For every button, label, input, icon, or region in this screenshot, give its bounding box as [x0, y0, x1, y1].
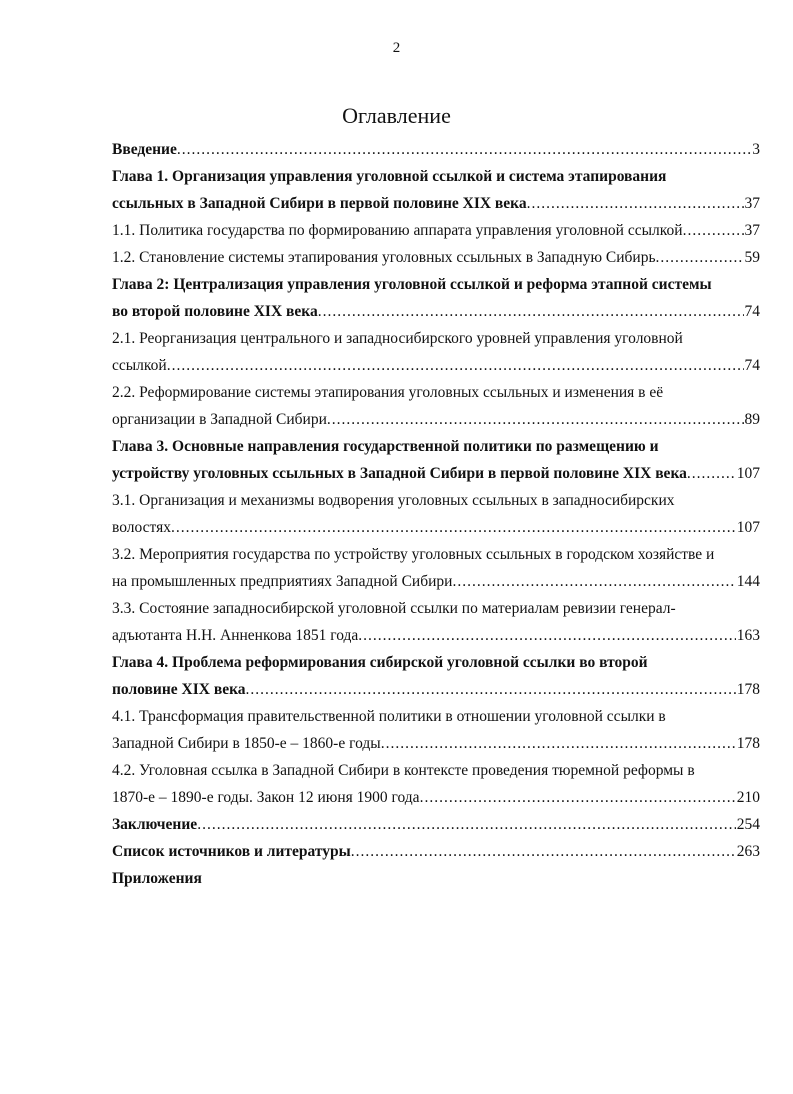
toc-page-number: 210	[736, 789, 760, 806]
toc-entry[interactable]	[112, 703, 760, 730]
toc-entry-text: ссыльных в Западной Сибири в первой половине XIX века	[112, 195, 527, 212]
toc-page-number: 107	[736, 519, 760, 536]
toc-page-number: 37	[744, 195, 760, 212]
toc-entry-text: организации в Западной Сибири	[112, 411, 327, 428]
toc-page-number: 254	[736, 816, 760, 833]
toc-entry[interactable]	[112, 379, 760, 406]
toc-entry-text: во второй половине XIX века	[112, 303, 318, 320]
toc-page-number: 263	[736, 843, 760, 860]
toc-entry[interactable]	[112, 352, 760, 379]
toc-entry-text: Заключение	[112, 816, 198, 833]
toc-entry[interactable]	[112, 811, 760, 838]
toc-entry[interactable]	[112, 595, 760, 622]
dot-leader	[381, 730, 736, 757]
dot-leader	[327, 406, 744, 433]
toc-entry-text: на промышленных предприятиях Западной Сибири	[112, 573, 453, 590]
toc-entry-text: 3.2. Мероприятия государства по устройству уголовных ссыльных в городском хозяйстве и	[112, 546, 715, 563]
dot-leader	[358, 622, 735, 649]
dot-leader	[318, 298, 744, 325]
dot-leader	[420, 784, 736, 811]
toc-entry-text: Глава 3. Основные направления государственной политики по размещению и	[112, 438, 659, 455]
toc-entry[interactable]	[112, 784, 760, 811]
toc-entry[interactable]	[112, 406, 760, 433]
toc-page-number: 74	[744, 303, 760, 320]
toc-entry-text: Приложения	[112, 870, 202, 887]
dot-leader	[351, 838, 736, 865]
toc-entry-text: 4.1. Трансформация правительственной политики в отношении уголовной ссылки в	[112, 708, 666, 725]
dot-leader	[246, 676, 736, 703]
toc-page-number: 178	[736, 735, 760, 752]
dot-leader	[687, 460, 736, 487]
toc-page-number: 3	[752, 141, 760, 158]
toc-entry-text: волостях	[112, 519, 171, 536]
toc-entry[interactable]	[112, 271, 760, 298]
toc-entry[interactable]	[112, 865, 760, 892]
table-of-contents	[112, 136, 760, 892]
toc-entry[interactable]	[112, 190, 760, 217]
dot-leader	[197, 811, 736, 838]
toc-page-number: 144	[736, 573, 760, 590]
toc-entry[interactable]	[112, 838, 760, 865]
toc-entry[interactable]	[112, 514, 760, 541]
dot-leader	[171, 514, 736, 541]
toc-entry-text: Введение	[112, 141, 177, 158]
toc-page-number: 74	[744, 357, 760, 374]
toc-entry[interactable]	[112, 244, 760, 271]
toc-page-number: 37	[744, 222, 760, 239]
toc-page-number: 107	[736, 465, 760, 482]
toc-page-number: 89	[744, 411, 760, 428]
toc-entry[interactable]	[112, 568, 760, 595]
toc-entry-text: Глава 2: Централизация управления уголовной ссылкой и реформа этапной системы	[112, 276, 712, 293]
page-number: 2	[392, 40, 401, 56]
toc-entry-text: 2.2. Реформирование системы этапирования уголовных ссыльных и изменения в её	[112, 384, 664, 401]
toc-entry-text: Глава 4. Проблема реформирования сибирской уголовной ссылки во второй	[112, 654, 648, 671]
dot-leader	[527, 190, 744, 217]
toc-entry-text: 1870-е – 1890-е годы. Закон 12 июня 1900 года	[112, 789, 420, 806]
dot-leader	[683, 217, 744, 244]
toc-entry[interactable]	[112, 757, 760, 784]
toc-entry-text: Западной Сибири в 1850-е – 1860-е годы	[112, 735, 381, 752]
toc-entry-text: 4.2. Уголовная ссылка в Западной Сибири в контексте проведения тюремной реформы в	[112, 762, 695, 779]
dot-leader	[177, 136, 751, 163]
toc-entry-text: 3.1. Организация и механизмы водворения уголовных ссыльных в западносибирских	[112, 492, 675, 509]
toc-entry[interactable]	[112, 622, 760, 649]
toc-entry-text: 2.1. Реорганизация центрального и западносибирского уровней управления уголовной	[112, 330, 683, 347]
toc-entry[interactable]	[112, 730, 760, 757]
toc-entry-text: 1.1. Политика государства по формированию аппарата управления уголовной ссылкой	[112, 222, 683, 239]
toc-entry[interactable]	[112, 487, 760, 514]
toc-entry-text: 1.2. Становление системы этапирования уголовных ссыльных в Западную Сибирь	[112, 249, 656, 266]
toc-entry-text: Список источников и литературы	[112, 843, 351, 860]
toc-entry[interactable]	[112, 217, 760, 244]
toc-page-number: 163	[736, 627, 760, 644]
toc-entry[interactable]	[112, 163, 760, 190]
toc-entry-text: адъютанта Н.Н. Анненкова 1851 года	[112, 627, 359, 644]
dot-leader	[452, 568, 735, 595]
toc-entry[interactable]	[112, 298, 760, 325]
dot-leader	[656, 244, 744, 271]
toc-entry-text: половине XIX века	[112, 681, 246, 698]
toc-entry-text: 3.3. Состояние западносибирской уголовной ссылки по материалам ревизии генерал-	[112, 600, 676, 617]
toc-page-number: 178	[736, 681, 760, 698]
toc-entry[interactable]	[112, 649, 760, 676]
toc-page-number: 59	[744, 249, 760, 266]
toc-entry-text: устройству уголовных ссыльных в Западной Сибири в первой половине XIX века	[112, 465, 687, 482]
page-title: Оглавление	[342, 103, 451, 128]
toc-entry[interactable]	[112, 460, 760, 487]
toc-entry-text: Глава 1. Организация управления уголовной ссылкой и система этапирования	[112, 168, 667, 185]
toc-entry[interactable]	[112, 541, 760, 568]
toc-entry[interactable]	[112, 676, 760, 703]
toc-entry[interactable]	[112, 325, 760, 352]
toc-entry[interactable]	[112, 136, 760, 163]
dot-leader	[167, 352, 744, 379]
toc-entry[interactable]	[112, 433, 760, 460]
toc-entry-text: ссылкой	[112, 357, 167, 374]
